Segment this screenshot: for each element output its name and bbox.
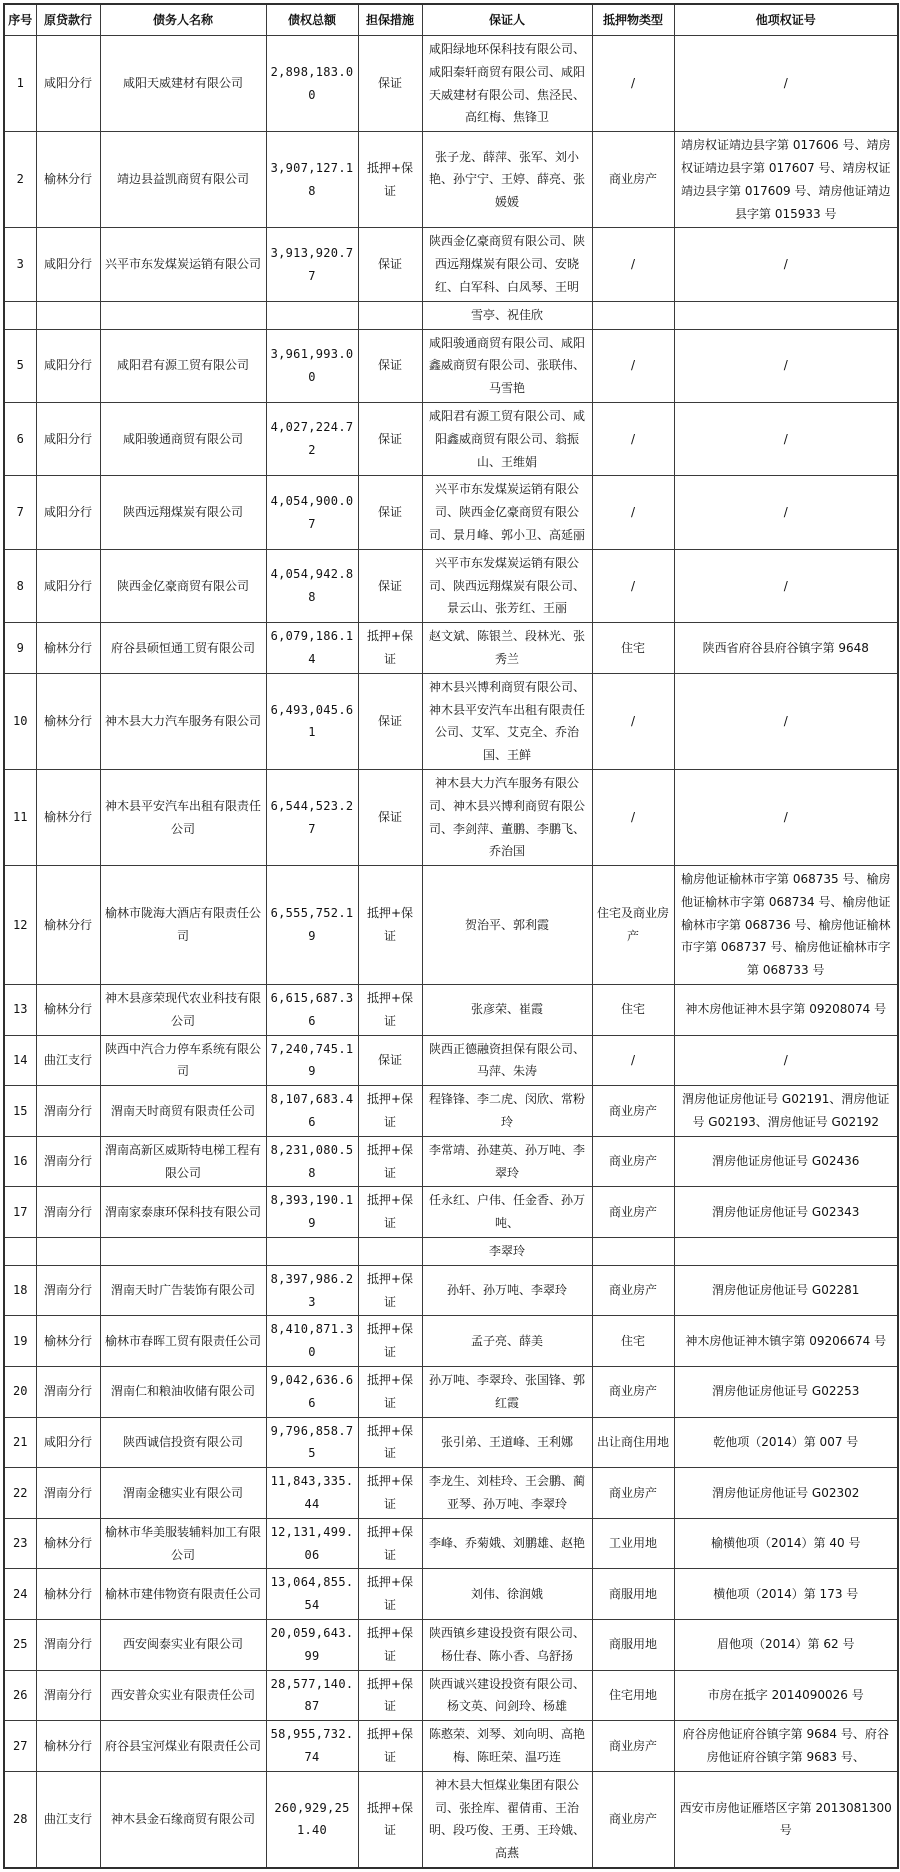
cell-guarantee: 抵押+保证 bbox=[358, 132, 422, 228]
cell-cert: 乾他项（2014）第 007 号 bbox=[674, 1417, 898, 1468]
cell-amount: 4,027,224.72 bbox=[266, 402, 358, 475]
header-cert: 他项权证号 bbox=[674, 4, 898, 36]
cell-debtor: 西安闽泰实业有限公司 bbox=[100, 1620, 266, 1671]
cell-debtor: 府谷县硕恒通工贸有限公司 bbox=[100, 623, 266, 674]
table-row bbox=[4, 1670, 898, 1721]
header-guarantors: 保证人 bbox=[422, 4, 592, 36]
cell-guarantee: 抵押+保证 bbox=[358, 1136, 422, 1187]
cell-guarantee bbox=[358, 1238, 422, 1266]
cell-cert: / bbox=[674, 402, 898, 475]
table-row bbox=[4, 1771, 898, 1868]
cell-seq bbox=[4, 301, 36, 329]
header-collateral: 抵押物类型 bbox=[592, 4, 674, 36]
cell-collateral: 住宅 bbox=[592, 985, 674, 1036]
cell-debtor: 神木县平安汽车出租有限责任公司 bbox=[100, 769, 266, 865]
cell-guarantors: 雪亭、祝佳欣 bbox=[422, 301, 592, 329]
cell-bank bbox=[36, 1238, 100, 1266]
table-row bbox=[4, 132, 898, 228]
cell-bank: 咸阳分行 bbox=[36, 402, 100, 475]
cell-amount: 8,410,871.30 bbox=[266, 1316, 358, 1367]
cell-collateral: / bbox=[592, 769, 674, 865]
cell-debtor: 咸阳天威建材有限公司 bbox=[100, 36, 266, 132]
cell-cert bbox=[674, 301, 898, 329]
cell-guarantee: 抵押+保证 bbox=[358, 1569, 422, 1620]
cell-bank: 渭南分行 bbox=[36, 1136, 100, 1187]
table-row bbox=[4, 301, 898, 329]
cell-seq: 10 bbox=[4, 673, 36, 769]
cell-bank bbox=[36, 301, 100, 329]
cell-collateral bbox=[592, 1238, 674, 1266]
cell-amount: 9,796,858.75 bbox=[266, 1417, 358, 1468]
table-row bbox=[4, 1417, 898, 1468]
cell-collateral: 商业房产 bbox=[592, 1265, 674, 1316]
cell-guarantee: 抵押+保证 bbox=[358, 866, 422, 985]
cell-collateral: 工业用地 bbox=[592, 1518, 674, 1569]
table-row bbox=[4, 1721, 898, 1772]
table-row bbox=[4, 1187, 898, 1238]
cell-guarantors: 兴平市东发煤炭运销有限公司、陕西远翔煤炭有限公司、景云山、张芳红、王丽 bbox=[422, 549, 592, 622]
cell-guarantee: 保证 bbox=[358, 402, 422, 475]
cell-guarantee: 抵押+保证 bbox=[358, 1316, 422, 1367]
cell-cert: 榆横他项（2014）第 40 号 bbox=[674, 1518, 898, 1569]
cell-amount: 6,544,523.27 bbox=[266, 769, 358, 865]
cell-debtor: 陕西金亿豪商贸有限公司 bbox=[100, 549, 266, 622]
cell-collateral: / bbox=[592, 329, 674, 402]
cell-cert: 市房在抵字 2014090026 号 bbox=[674, 1670, 898, 1721]
cell-amount: 3,907,127.18 bbox=[266, 132, 358, 228]
cell-guarantors: 任永红、户伟、任金香、孙万吨、 bbox=[422, 1187, 592, 1238]
cell-seq: 1 bbox=[4, 36, 36, 132]
cell-guarantors: 咸阳绿地环保科技有限公司、咸阳秦轩商贸有限公司、咸阳天威建材有限公司、焦泾民、高红梅、焦锋卫 bbox=[422, 36, 592, 132]
cell-bank: 榆林分行 bbox=[36, 673, 100, 769]
cell-seq: 21 bbox=[4, 1417, 36, 1468]
cell-debtor: 神木县大力汽车服务有限公司 bbox=[100, 673, 266, 769]
cell-debtor: 渭南天时广告装饰有限公司 bbox=[100, 1265, 266, 1316]
cell-seq bbox=[4, 1238, 36, 1266]
cell-amount: 8,231,080.58 bbox=[266, 1136, 358, 1187]
cell-collateral: 商业房产 bbox=[592, 1187, 674, 1238]
cell-amount: 58,955,732.74 bbox=[266, 1721, 358, 1772]
cell-guarantee: 保证 bbox=[358, 769, 422, 865]
cell-guarantors: 李龙生、刘桂玲、王会鹏、蔺亚琴、孙万吨、李翠玲 bbox=[422, 1468, 592, 1519]
cell-guarantee: 抵押+保证 bbox=[358, 1620, 422, 1671]
cell-guarantors: 孟子亮、薛美 bbox=[422, 1316, 592, 1367]
cell-amount: 6,079,186.14 bbox=[266, 623, 358, 674]
cell-debtor: 西安普众实业有限责任公司 bbox=[100, 1670, 266, 1721]
table-row bbox=[4, 1367, 898, 1418]
cell-amount: 13,064,855.54 bbox=[266, 1569, 358, 1620]
cell-bank: 咸阳分行 bbox=[36, 476, 100, 549]
cell-guarantee: 保证 bbox=[358, 228, 422, 301]
cell-cert: 渭房他证房他证号 G02343 bbox=[674, 1187, 898, 1238]
table-row bbox=[4, 36, 898, 132]
cell-amount: 12,131,499.06 bbox=[266, 1518, 358, 1569]
cell-guarantors: 孙万吨、李翠玲、张国锋、郭红霞 bbox=[422, 1367, 592, 1418]
cell-collateral: / bbox=[592, 476, 674, 549]
cell-seq: 8 bbox=[4, 549, 36, 622]
cell-debtor: 渭南仁和粮油收储有限公司 bbox=[100, 1367, 266, 1418]
cell-debtor: 榆林市建伟物资有限责任公司 bbox=[100, 1569, 266, 1620]
cell-guarantee: 抵押+保证 bbox=[358, 623, 422, 674]
header-seq: 序号 bbox=[4, 4, 36, 36]
cell-collateral: / bbox=[592, 36, 674, 132]
cell-guarantors: 刘伟、徐润娥 bbox=[422, 1569, 592, 1620]
cell-guarantee: 抵押+保证 bbox=[358, 985, 422, 1036]
cell-bank: 渭南分行 bbox=[36, 1265, 100, 1316]
cell-guarantors: 张引弟、王道峰、王利娜 bbox=[422, 1417, 592, 1468]
cell-bank: 榆林分行 bbox=[36, 132, 100, 228]
cell-collateral: 住宅 bbox=[592, 1316, 674, 1367]
cell-seq: 17 bbox=[4, 1187, 36, 1238]
cell-guarantee: 抵押+保证 bbox=[358, 1468, 422, 1519]
cell-guarantee bbox=[358, 301, 422, 329]
cell-guarantee: 抵押+保证 bbox=[358, 1367, 422, 1418]
cell-amount bbox=[266, 301, 358, 329]
cell-collateral: 商服用地 bbox=[592, 1569, 674, 1620]
cell-cert: 陕西省府谷县府谷镇字第 9648 bbox=[674, 623, 898, 674]
table-row bbox=[4, 673, 898, 769]
cell-amount: 260,929,251.40 bbox=[266, 1771, 358, 1868]
cell-seq: 19 bbox=[4, 1316, 36, 1367]
cell-seq: 7 bbox=[4, 476, 36, 549]
cell-amount: 8,107,683.46 bbox=[266, 1086, 358, 1137]
cell-debtor: 榆林市春晖工贸有限责任公司 bbox=[100, 1316, 266, 1367]
cell-bank: 榆林分行 bbox=[36, 1316, 100, 1367]
cell-debtor bbox=[100, 1238, 266, 1266]
cell-cert: / bbox=[674, 1035, 898, 1086]
cell-guarantee: 保证 bbox=[358, 329, 422, 402]
cell-amount: 4,054,942.88 bbox=[266, 549, 358, 622]
table-row bbox=[4, 1035, 898, 1086]
cell-amount: 20,059,643.99 bbox=[266, 1620, 358, 1671]
table-row bbox=[4, 769, 898, 865]
cell-bank: 曲江支行 bbox=[36, 1771, 100, 1868]
cell-debtor: 渭南高新区威斯特电梯工程有限公司 bbox=[100, 1136, 266, 1187]
cell-seq: 24 bbox=[4, 1569, 36, 1620]
cell-seq: 22 bbox=[4, 1468, 36, 1519]
cell-debtor: 靖边县益凯商贸有限公司 bbox=[100, 132, 266, 228]
cell-bank: 渭南分行 bbox=[36, 1468, 100, 1519]
table-row bbox=[4, 329, 898, 402]
cell-guarantee: 抵押+保证 bbox=[358, 1670, 422, 1721]
cell-debtor: 渭南家泰康环保科技有限公司 bbox=[100, 1187, 266, 1238]
cell-amount: 11,843,335.44 bbox=[266, 1468, 358, 1519]
cell-guarantors: 陈憨荣、刘琴、刘向明、高艳梅、陈旺荣、温巧连 bbox=[422, 1721, 592, 1772]
cell-debtor: 榆林市华美服装辅料加工有限公司 bbox=[100, 1518, 266, 1569]
cell-cert: 渭房他证房他证号 G02253 bbox=[674, 1367, 898, 1418]
cell-collateral: 商业房产 bbox=[592, 1721, 674, 1772]
cell-debtor: 陕西中汽合力停车系统有限公司 bbox=[100, 1035, 266, 1086]
cell-guarantors: 陕西正德融资担保有限公司、马萍、朱涛 bbox=[422, 1035, 592, 1086]
header-row bbox=[4, 4, 898, 36]
table-row bbox=[4, 1316, 898, 1367]
cell-debtor: 咸阳君有源工贸有限公司 bbox=[100, 329, 266, 402]
cell-guarantors: 孙轩、孙万吨、李翠玲 bbox=[422, 1265, 592, 1316]
cell-seq: 3 bbox=[4, 228, 36, 301]
cell-cert: / bbox=[674, 36, 898, 132]
cell-debtor: 榆林市陇海大酒店有限责任公司 bbox=[100, 866, 266, 985]
cell-guarantors: 李翠玲 bbox=[422, 1238, 592, 1266]
cell-seq: 15 bbox=[4, 1086, 36, 1137]
cell-seq: 13 bbox=[4, 985, 36, 1036]
cell-cert: / bbox=[674, 329, 898, 402]
cell-debtor: 神木县彦荣现代农业科技有限公司 bbox=[100, 985, 266, 1036]
cell-seq: 23 bbox=[4, 1518, 36, 1569]
cell-guarantors: 陕西镇乡建设投资有限公司、杨仕春、陈小香、乌舒扬 bbox=[422, 1620, 592, 1671]
header-guarantee: 担保措施 bbox=[358, 4, 422, 36]
cell-guarantee: 抵押+保证 bbox=[358, 1518, 422, 1569]
cell-bank: 渭南分行 bbox=[36, 1620, 100, 1671]
cell-cert: 靖房权证靖边县字第 017606 号、靖房权证靖边县字第 017607 号、靖房权证靖边县字第 017609 号、靖房他证靖边县字第 015933 号 bbox=[674, 132, 898, 228]
cell-debtor: 咸阳骏通商贸有限公司 bbox=[100, 402, 266, 475]
cell-guarantee: 抵押+保证 bbox=[358, 1187, 422, 1238]
cell-cert: 横他项（2014）第 173 号 bbox=[674, 1569, 898, 1620]
cell-amount: 9,042,636.66 bbox=[266, 1367, 358, 1418]
cell-guarantors: 神木县大力汽车服务有限公司、神木县兴博利商贸有限公司、李剑萍、董鹏、李鹏飞、乔治国 bbox=[422, 769, 592, 865]
cell-guarantee: 抵押+保证 bbox=[358, 1771, 422, 1868]
cell-collateral: 商业房产 bbox=[592, 132, 674, 228]
cell-guarantors: 赵文斌、陈银兰、段林光、张秀兰 bbox=[422, 623, 592, 674]
cell-collateral bbox=[592, 301, 674, 329]
cell-guarantors: 贺治平、郭利霞 bbox=[422, 866, 592, 985]
cell-amount: 3,913,920.77 bbox=[266, 228, 358, 301]
cell-seq: 12 bbox=[4, 866, 36, 985]
cell-debtor: 陕西诚信投资有限公司 bbox=[100, 1417, 266, 1468]
cell-guarantee: 抵押+保证 bbox=[358, 1721, 422, 1772]
cell-seq: 11 bbox=[4, 769, 36, 865]
cell-collateral: 商业房产 bbox=[592, 1468, 674, 1519]
cell-cert: 神木房他证神木镇字第 09206674 号 bbox=[674, 1316, 898, 1367]
cell-collateral: 商业房产 bbox=[592, 1086, 674, 1137]
cell-bank: 榆林分行 bbox=[36, 1721, 100, 1772]
cell-guarantors: 陕西诚兴建设投资有限公司、杨文英、问剑玲、杨雄 bbox=[422, 1670, 592, 1721]
header-bank: 原贷款行 bbox=[36, 4, 100, 36]
cell-debtor: 渭南天时商贸有限责任公司 bbox=[100, 1086, 266, 1137]
cell-debtor bbox=[100, 301, 266, 329]
cell-bank: 榆林分行 bbox=[36, 1518, 100, 1569]
table-row bbox=[4, 228, 898, 301]
cell-amount: 28,577,140.87 bbox=[266, 1670, 358, 1721]
table-row bbox=[4, 866, 898, 985]
cell-cert: / bbox=[674, 476, 898, 549]
table-body bbox=[4, 36, 898, 1868]
header-amount: 债权总额 bbox=[266, 4, 358, 36]
cell-bank: 渭南分行 bbox=[36, 1367, 100, 1418]
table-row bbox=[4, 985, 898, 1036]
cell-bank: 咸阳分行 bbox=[36, 228, 100, 301]
cell-amount: 2,898,183.00 bbox=[266, 36, 358, 132]
cell-collateral: / bbox=[592, 1035, 674, 1086]
table-row bbox=[4, 1086, 898, 1137]
cell-bank: 渭南分行 bbox=[36, 1187, 100, 1238]
cell-amount: 6,615,687.36 bbox=[266, 985, 358, 1036]
cell-collateral: / bbox=[592, 549, 674, 622]
header-debtor: 债务人名称 bbox=[100, 4, 266, 36]
cell-amount: 6,493,045.61 bbox=[266, 673, 358, 769]
cell-guarantee: 抵押+保证 bbox=[358, 1417, 422, 1468]
table-row bbox=[4, 1238, 898, 1266]
cell-collateral: / bbox=[592, 228, 674, 301]
cell-seq: 16 bbox=[4, 1136, 36, 1187]
cell-bank: 咸阳分行 bbox=[36, 1417, 100, 1468]
cell-debtor: 渭南金穗实业有限公司 bbox=[100, 1468, 266, 1519]
cell-collateral: / bbox=[592, 673, 674, 769]
cell-seq: 2 bbox=[4, 132, 36, 228]
cell-seq: 6 bbox=[4, 402, 36, 475]
cell-cert: 渭房他证房他证号 G02436 bbox=[674, 1136, 898, 1187]
cell-guarantors: 张子龙、薛萍、张军、刘小艳、孙宁宁、王婷、薛亮、张媛媛 bbox=[422, 132, 592, 228]
cell-guarantors: 咸阳骏通商贸有限公司、咸阳鑫威商贸有限公司、张联伟、马雪艳 bbox=[422, 329, 592, 402]
cell-guarantee: 抵押+保证 bbox=[358, 1265, 422, 1316]
cell-guarantors: 李常靖、孙建英、孙万吨、李翠玲 bbox=[422, 1136, 592, 1187]
cell-debtor: 陕西远翔煤炭有限公司 bbox=[100, 476, 266, 549]
cell-cert: 西安市房他证雁塔区字第 2013081300 号 bbox=[674, 1771, 898, 1868]
cell-bank: 咸阳分行 bbox=[36, 549, 100, 622]
cell-bank: 榆林分行 bbox=[36, 623, 100, 674]
cell-cert: / bbox=[674, 549, 898, 622]
cell-debtor: 兴平市东发煤炭运销有限公司 bbox=[100, 228, 266, 301]
cell-seq: 27 bbox=[4, 1721, 36, 1772]
cell-guarantors: 神木县兴博利商贸有限公司、神木县平安汽车出租有限责任公司、艾军、艾克全、乔治国、王鲜 bbox=[422, 673, 592, 769]
cell-amount bbox=[266, 1238, 358, 1266]
cell-debtor: 神木县金石缘商贸有限公司 bbox=[100, 1771, 266, 1868]
cell-cert: 渭房他证房他证号 G02281 bbox=[674, 1265, 898, 1316]
cell-collateral: 出让商住用地 bbox=[592, 1417, 674, 1468]
cell-cert: 眉他项（2014）第 62 号 bbox=[674, 1620, 898, 1671]
table-row bbox=[4, 476, 898, 549]
table-row bbox=[4, 623, 898, 674]
cell-collateral: 商业房产 bbox=[592, 1367, 674, 1418]
cell-bank: 榆林分行 bbox=[36, 1569, 100, 1620]
cell-seq: 25 bbox=[4, 1620, 36, 1671]
cell-amount: 8,393,190.19 bbox=[266, 1187, 358, 1238]
cell-bank: 咸阳分行 bbox=[36, 36, 100, 132]
cell-amount: 4,054,900.07 bbox=[266, 476, 358, 549]
table-row bbox=[4, 1136, 898, 1187]
cell-cert: / bbox=[674, 769, 898, 865]
cell-bank: 咸阳分行 bbox=[36, 329, 100, 402]
cell-bank: 榆林分行 bbox=[36, 985, 100, 1036]
cell-amount: 6,555,752.19 bbox=[266, 866, 358, 985]
cell-guarantee: 抵押+保证 bbox=[358, 1086, 422, 1137]
cell-collateral: 商业房产 bbox=[592, 1136, 674, 1187]
cell-cert: / bbox=[674, 673, 898, 769]
cell-amount: 8,397,986.23 bbox=[266, 1265, 358, 1316]
cell-seq: 14 bbox=[4, 1035, 36, 1086]
cell-guarantors: 张彦荣、崔霞 bbox=[422, 985, 592, 1036]
cell-guarantee: 保证 bbox=[358, 1035, 422, 1086]
cell-guarantors: 兴平市东发煤炭运销有限公司、陕西金亿豪商贸有限公司、景月峰、郭小卫、高延丽 bbox=[422, 476, 592, 549]
cell-cert: 渭房他证房他证号 G02191、渭房他证号 G02193、渭房他证号 G02192 bbox=[674, 1086, 898, 1137]
cell-guarantors: 神木县大恒煤业集团有限公司、张拴库、翟倩甫、王治明、段巧俊、王勇、王玲娥、高燕 bbox=[422, 1771, 592, 1868]
cell-guarantee: 保证 bbox=[358, 476, 422, 549]
cell-collateral: / bbox=[592, 402, 674, 475]
cell-seq: 9 bbox=[4, 623, 36, 674]
cell-bank: 渭南分行 bbox=[36, 1086, 100, 1137]
cell-cert: / bbox=[674, 228, 898, 301]
cell-guarantors: 程锋锋、李二虎、闵欣、常粉玲 bbox=[422, 1086, 592, 1137]
cell-cert: 神木房他证神木县字第 09208074 号 bbox=[674, 985, 898, 1036]
cell-collateral: 商业房产 bbox=[592, 1771, 674, 1868]
cell-collateral: 商服用地 bbox=[592, 1620, 674, 1671]
loan-claims-table bbox=[3, 3, 899, 1869]
cell-collateral: 住宅及商业房产 bbox=[592, 866, 674, 985]
table-row bbox=[4, 1620, 898, 1671]
cell-guarantors: 陕西金亿豪商贸有限公司、陕西远翔煤炭有限公司、安晓红、白军科、白凤琴、王明 bbox=[422, 228, 592, 301]
cell-cert bbox=[674, 1238, 898, 1266]
cell-seq: 18 bbox=[4, 1265, 36, 1316]
table-row bbox=[4, 1265, 898, 1316]
cell-seq: 20 bbox=[4, 1367, 36, 1418]
cell-cert: 渭房他证房他证号 G02302 bbox=[674, 1468, 898, 1519]
cell-guarantors: 咸阳君有源工贸有限公司、咸阳鑫威商贸有限公司、翁振山、王维娟 bbox=[422, 402, 592, 475]
cell-guarantors: 李峰、乔菊娥、刘鹏雄、赵艳 bbox=[422, 1518, 592, 1569]
cell-cert: 榆房他证榆林市字第 068735 号、榆房他证榆林市字第 068734 号、榆房他证榆林市字第 068736 号、榆房他证榆林市字第 068737 号、榆房他证榆林市字第 068733 号 bbox=[674, 866, 898, 985]
table-row bbox=[4, 1569, 898, 1620]
cell-collateral: 住宅 bbox=[592, 623, 674, 674]
table-row bbox=[4, 1518, 898, 1569]
cell-collateral: 住宅用地 bbox=[592, 1670, 674, 1721]
cell-guarantee: 保证 bbox=[358, 36, 422, 132]
cell-amount: 7,240,745.19 bbox=[266, 1035, 358, 1086]
cell-guarantee: 保证 bbox=[358, 673, 422, 769]
table-row bbox=[4, 549, 898, 622]
cell-bank: 榆林分行 bbox=[36, 769, 100, 865]
cell-debtor: 府谷县宝河煤业有限责任公司 bbox=[100, 1721, 266, 1772]
cell-seq: 28 bbox=[4, 1771, 36, 1868]
cell-seq: 26 bbox=[4, 1670, 36, 1721]
cell-amount: 3,961,993.00 bbox=[266, 329, 358, 402]
cell-bank: 曲江支行 bbox=[36, 1035, 100, 1086]
cell-cert: 府谷房他证府谷镇字第 9684 号、府谷房他证府谷镇字第 9683 号、 bbox=[674, 1721, 898, 1772]
cell-bank: 渭南分行 bbox=[36, 1670, 100, 1721]
cell-bank: 榆林分行 bbox=[36, 866, 100, 985]
cell-seq: 5 bbox=[4, 329, 36, 402]
table-row bbox=[4, 402, 898, 475]
table-row bbox=[4, 1468, 898, 1519]
cell-guarantee: 保证 bbox=[358, 549, 422, 622]
